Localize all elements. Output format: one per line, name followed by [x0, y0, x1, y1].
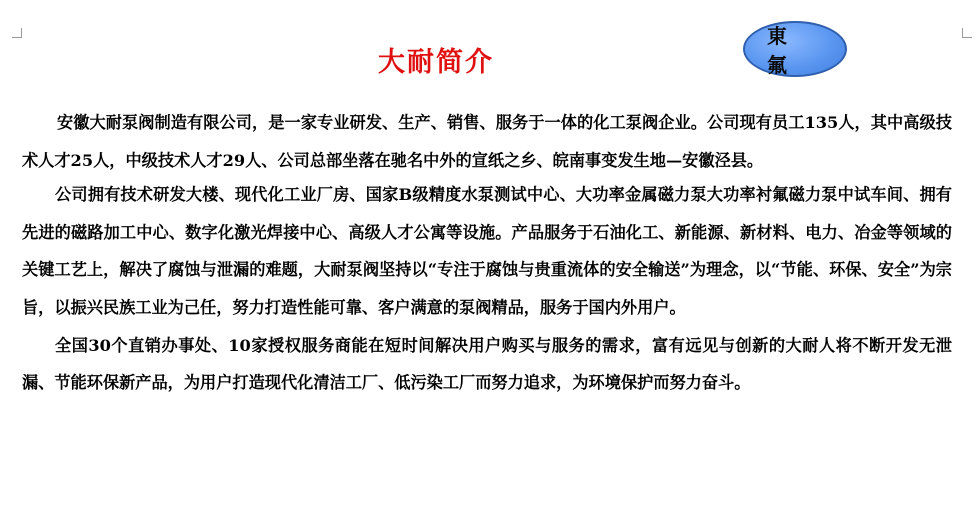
page-corner-mark-left — [12, 28, 22, 38]
paragraph-intro: 安徽大耐泵阀制造有限公司，是一家专业研发、生产、销售、服务于一体的化工泵阀企业。公司现有员工135人，其中高级技术人才25人，中级技术人才29人、公司总部坐落在驰名中外的宣纸之乡、皖南事变发生地—安徽泾县。 — [22, 113, 952, 170]
badge-text: 東氟 — [767, 24, 809, 77]
paragraph-service-network: 全国30个直销办事处、10家授权服务商能在短时间解决用户购买与服务的需求，富有远见与创新的大耐人将不断开发无泄漏、节能环保新产品，为用户打造现代化清洁工厂、低污染工厂而努力追求，为环境保护而努力奋斗。 — [22, 335, 952, 393]
paragraph-facilities: 公司拥有技术研发大楼、现代化工业厂房、国家B级精度水泵测试中心、大功率金属磁力泵大功率衬氟磁力泵中试车间、拥有先进的磁路加工中心、数字化激光焊接中心、高级人才公寓等设施。产品服务于石油化工、新能源、新材料、电力、冶金等领域的关键工艺上，解决了腐蚀与泄漏的难题，大耐泵阀坚持以“专注于腐蚀与贵重流体的安全输送”为理念，以“节能、环保、安全”为宗旨，以振兴民族工业为己任，努力打造性能可靠、客户满意的泵阀精品，服务于国内外用户。 — [22, 185, 952, 317]
document-body — [22, 104, 952, 402]
company-logo-badge — [743, 21, 847, 77]
page-corner-mark-right — [962, 28, 972, 38]
page-title: 大耐简介 — [378, 47, 494, 78]
